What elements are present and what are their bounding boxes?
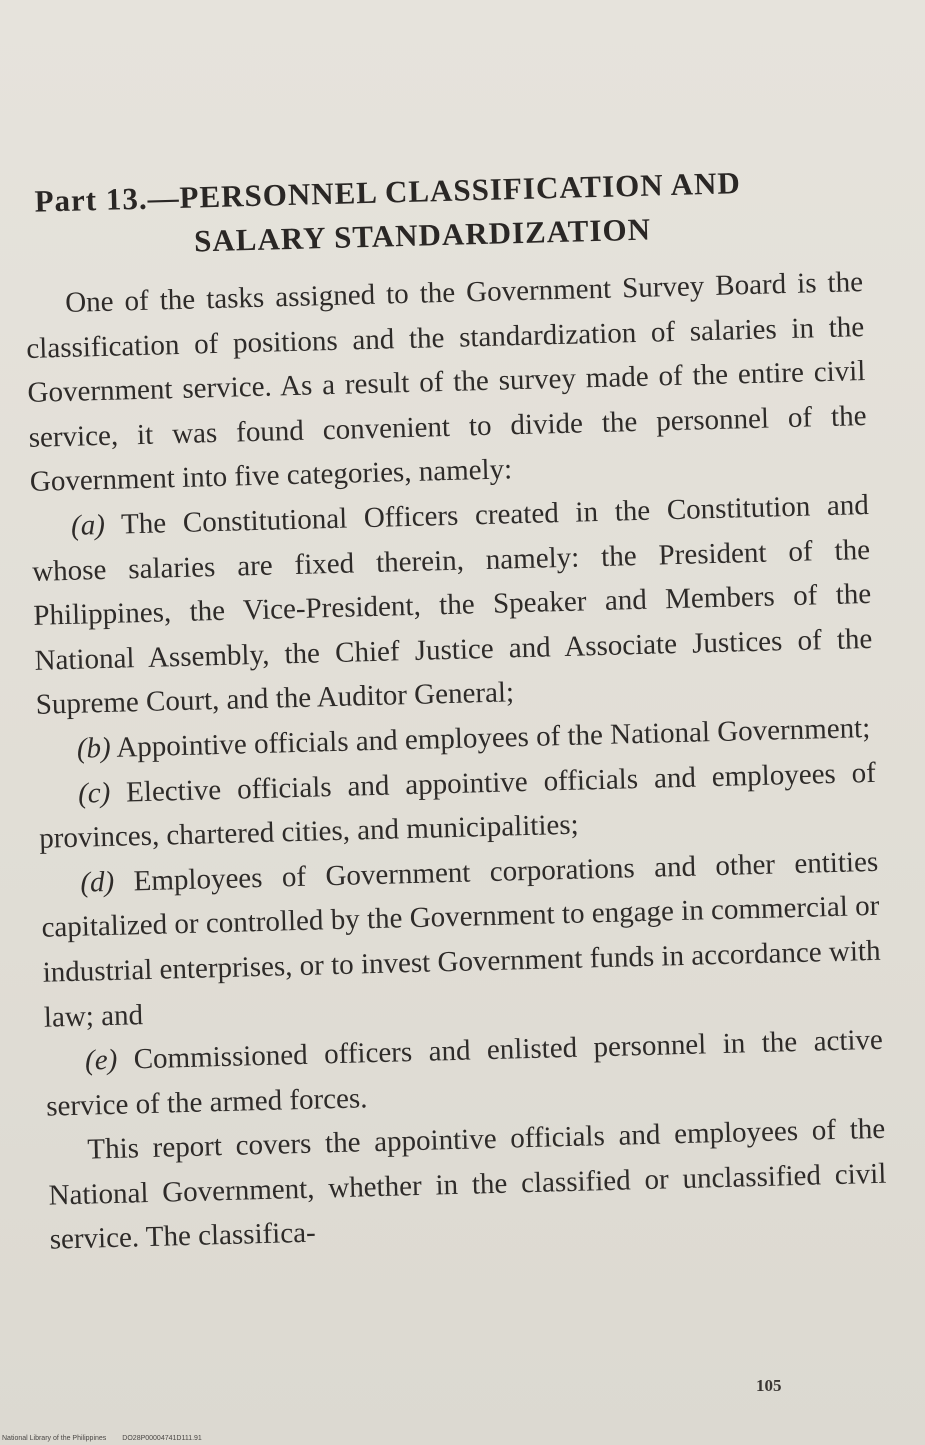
footer-library: National Library of the Philippines [2,1435,107,1442]
item-label: (b) [76,731,112,765]
paragraph-text: The Constitutional Officers created in the Constitution and whose salaries are fixed therein, namely: the President of the Philippines, the Vice-President, the Speaker and Members of the National Assembly, the Chief Justice and Associate Justices of the Supreme Court, and the Auditor General; [31,488,873,722]
item-label: (e) [84,1043,118,1077]
paragraph-text: Commissioned officers and enlisted personnel in the active service of the armed forces. [45,1023,884,1123]
footer-id: DO28P00004741D111.91 [122,1435,202,1442]
paragraph-intro [25,260,869,505]
paragraph-text: This report covers the appointive officials and employees of the National Government, whether in the classified or unclassified civil service. The classifica- [48,1113,887,1257]
scan-footer [0,1433,925,1445]
body-text [25,260,888,1263]
text-block [22,158,888,1263]
heading-line-2: SALARY STANDARDIZATION [193,211,652,259]
paragraph-text: Appointive officials and employees of the National Government; [110,711,871,764]
paragraph-text: One of the tasks assigned to the Government Survey Board is the classification of positions and the standardization of salaries in the Government service. As a result of the survey made of the entire civil service, it was found convenient to divide the personnel of the Government into five categories, namely: [25,266,867,499]
heading-line-1: Part 13.—PERSONNEL CLASSIFICATION AND [34,165,742,219]
item-label: (c) [77,776,111,810]
paragraph-item-d [40,840,882,1040]
paragraph-text: Employees of Government corporations and other entities capitalized or controlled by the Government to engage in commercial or industrial enterprises, or to invest Government funds in accordance with law; and [41,845,881,1034]
section-heading [22,158,862,268]
paragraph-item-a [31,483,875,728]
paragraph-report-scope [47,1107,888,1263]
item-label: (d) [79,865,115,899]
page-number: 105 [756,1376,782,1395]
paragraph-text: Elective officials and appointive officials and employees of provinces, chartered cities, and municipalities; [38,756,877,855]
item-label: (a) [70,508,106,542]
